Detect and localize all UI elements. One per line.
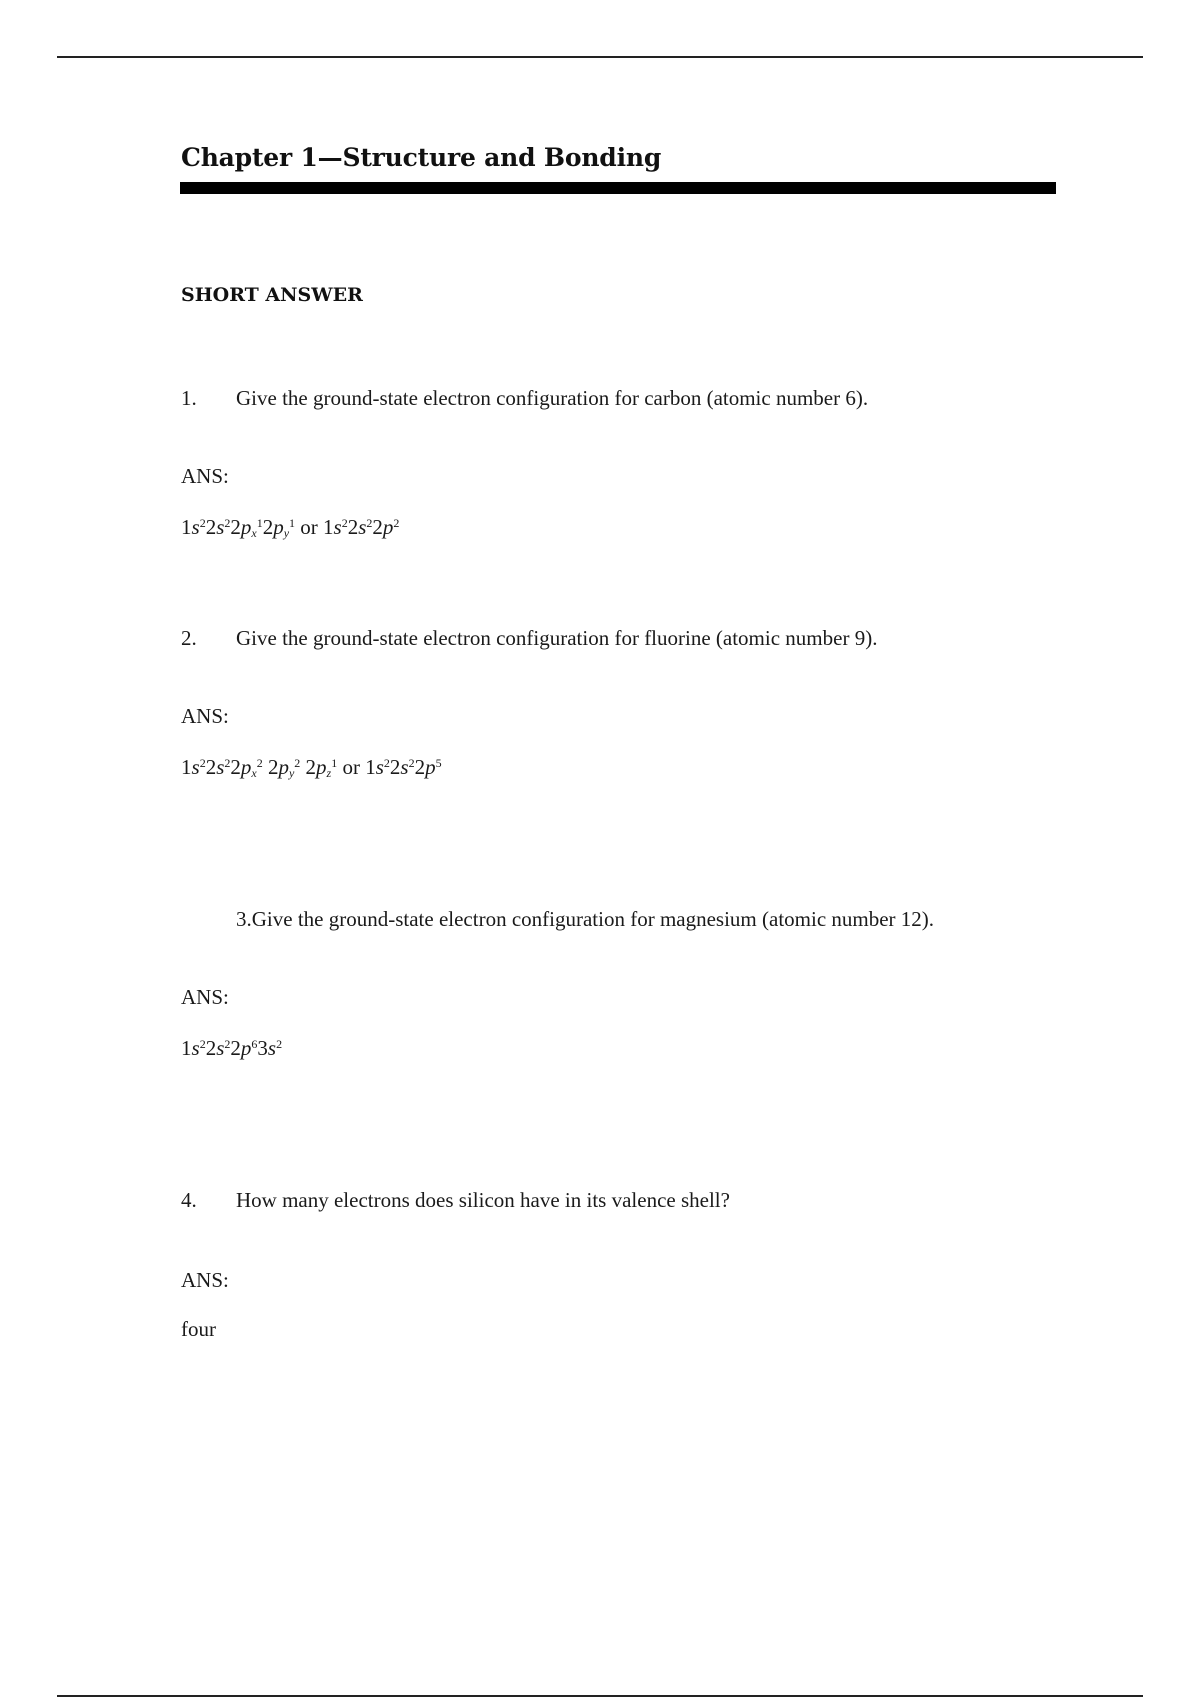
answer-label: ANS: [181, 985, 229, 1009]
question-number: 1. [181, 386, 197, 410]
question-text: How many electrons does silicon have in its valence shell? [236, 1188, 730, 1212]
top-rule [57, 56, 1143, 58]
section-heading: SHORT ANSWER [181, 284, 363, 306]
question-number: 2. [181, 626, 197, 650]
bottom-rule [57, 1695, 1143, 1697]
question-body: Give the ground-state electron configuration for magnesium (atomic number 12). [251, 907, 935, 931]
answer-value: $1s^22s^22p_x^2$ $2p_y^2$ $2p_z^1$ or $1s^22s^22p^5$ [181, 755, 442, 780]
answer-label: ANS: [181, 464, 229, 488]
answer-value: $1s^22s^22p^63s^2$ [181, 1036, 283, 1060]
question-text: Give the ground-state electron configuration for carbon (atomic number 6). [236, 386, 869, 410]
question-text [236, 907, 934, 932]
answer-value: four [181, 1317, 216, 1341]
question-text: Give the ground-state electron configuration for fluorine (atomic number 9). [236, 626, 878, 650]
question-number: 4. [181, 1188, 197, 1212]
title-underline-bar [180, 182, 1056, 194]
answer-value: $1s^22s^22p_x^12p_y^1$ or $1s^22s^22p^2$ [181, 515, 400, 540]
answer-label: ANS: [181, 704, 229, 728]
question-number: 3. [236, 907, 252, 931]
chapter-title: Chapter 1—Structure and Bonding [181, 143, 662, 172]
answer-label: ANS: [181, 1268, 229, 1292]
